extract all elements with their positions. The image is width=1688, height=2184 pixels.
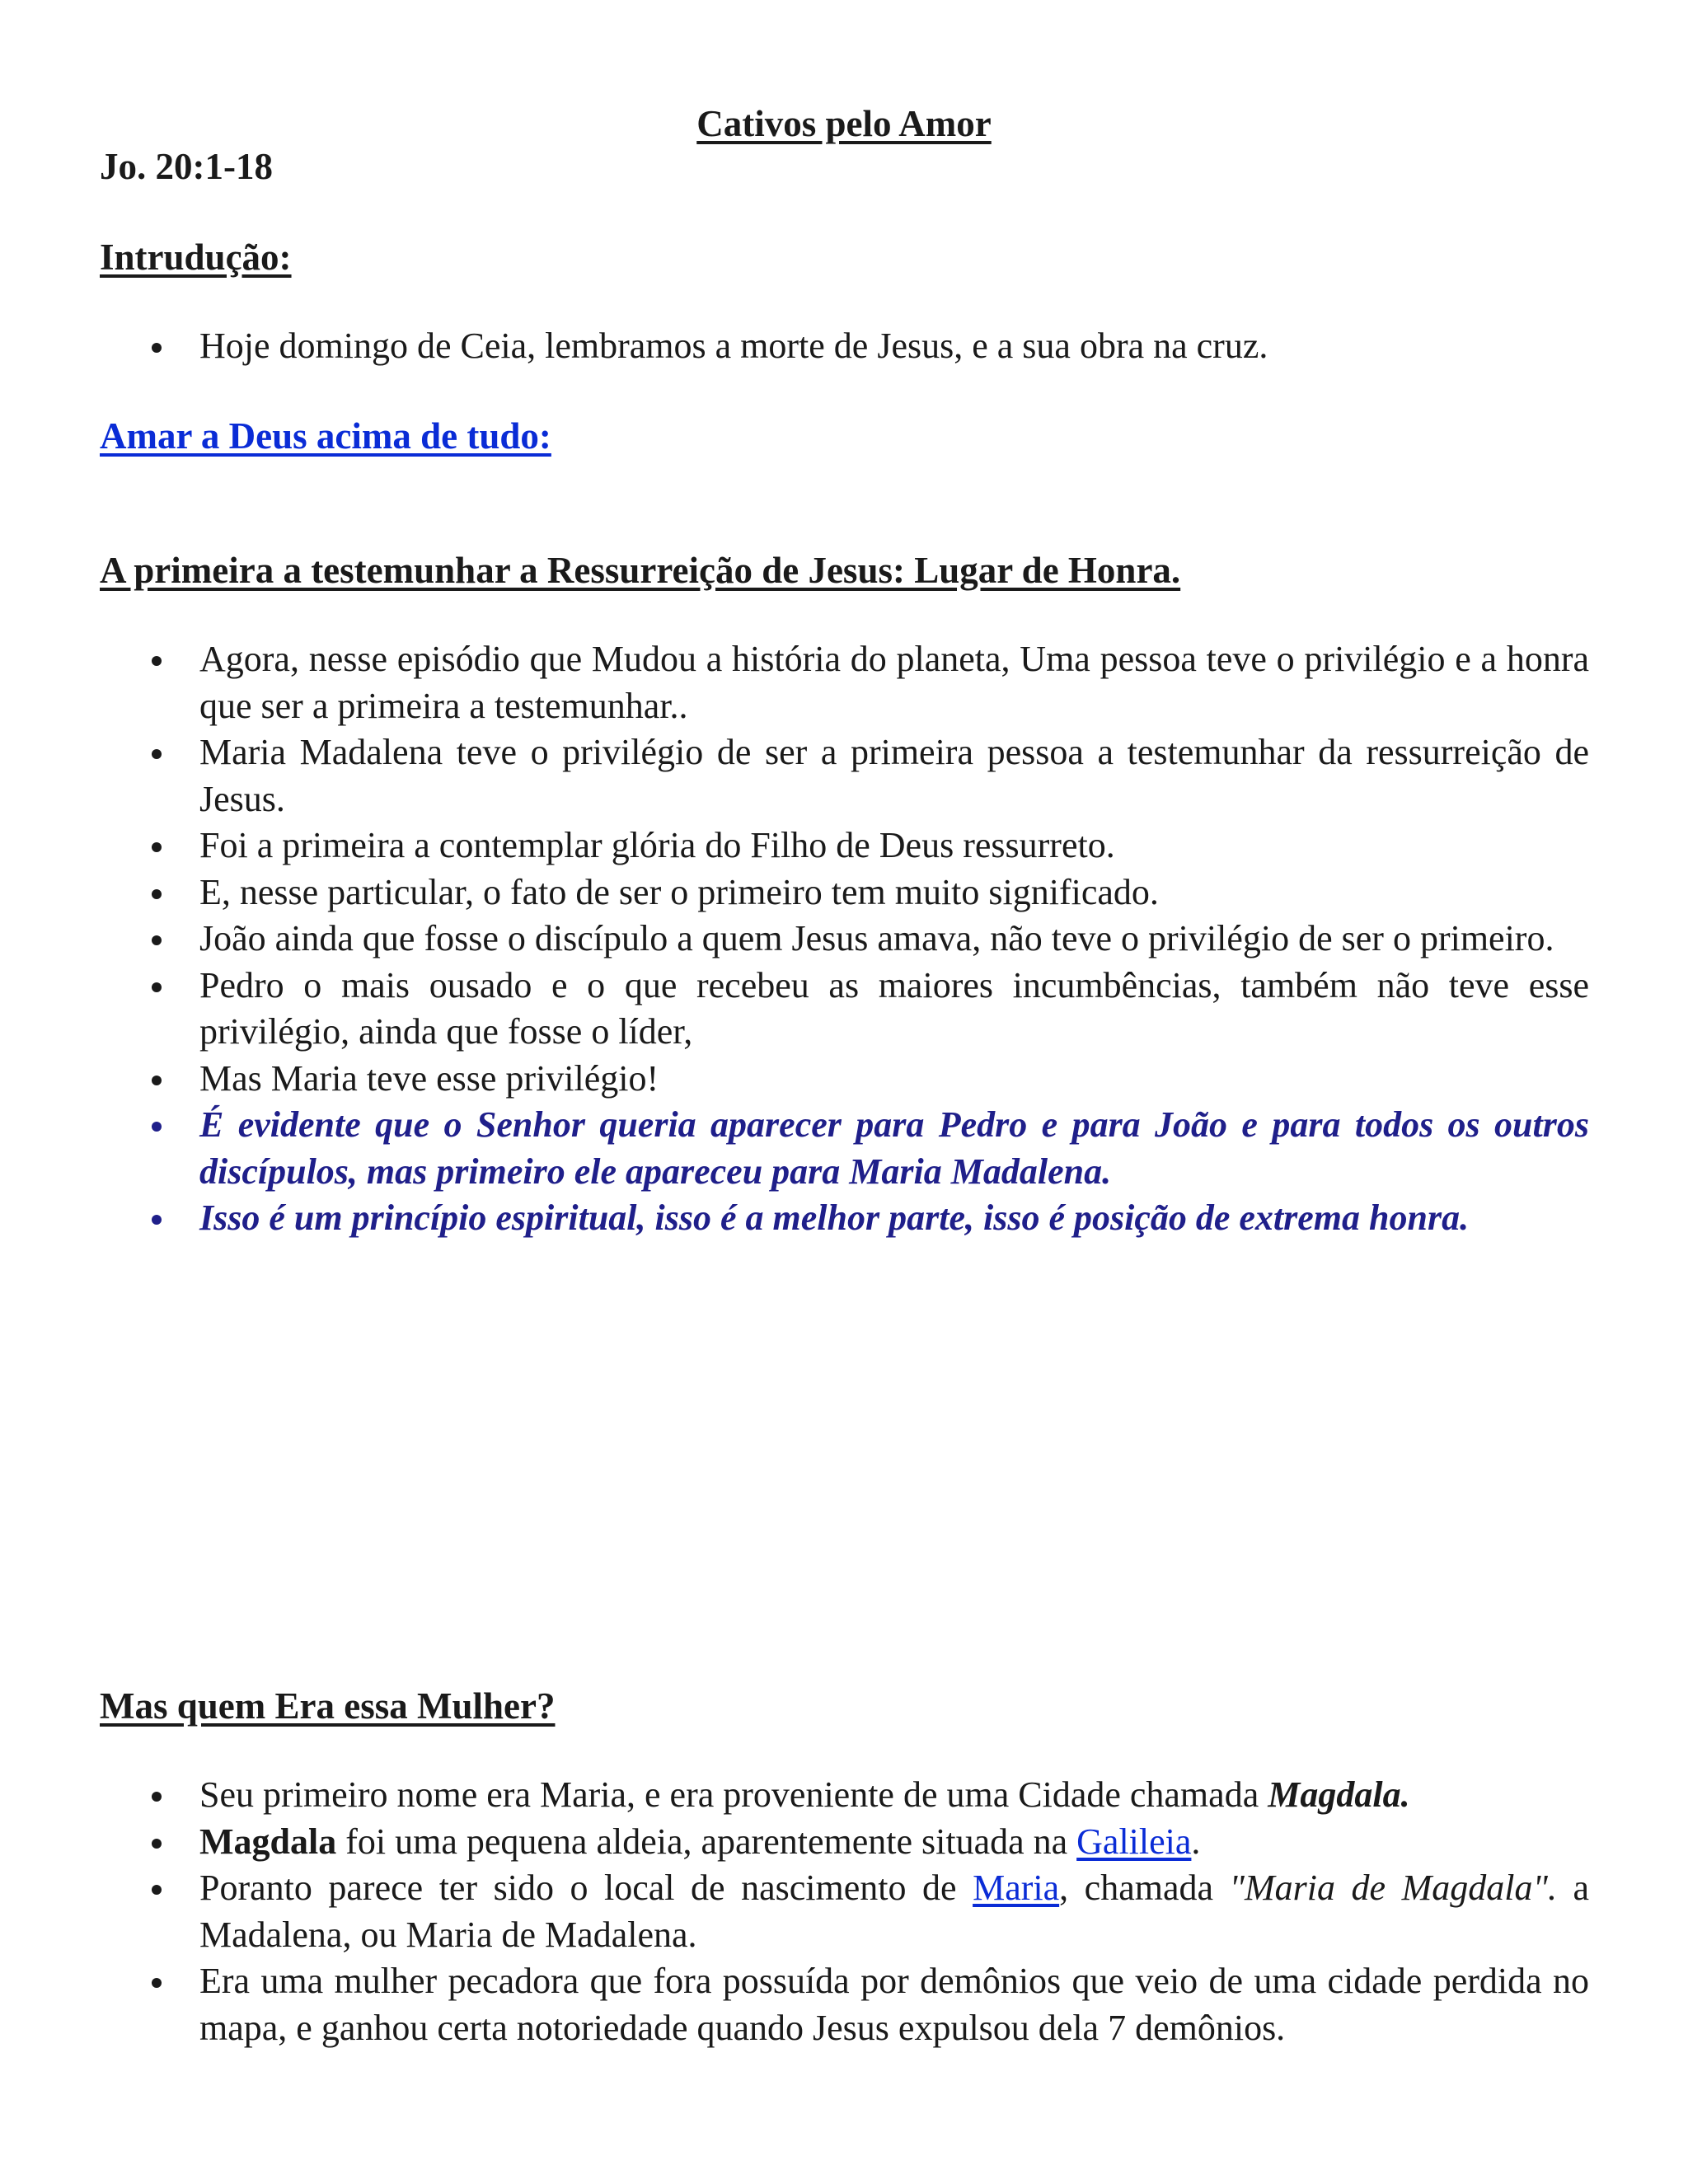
witness-heading: A primeira a testemunhar a Ressurreição de Jesus: Lugar de Honra. xyxy=(100,550,1181,591)
list-item: Mas Maria teve esse privilégio! xyxy=(100,1056,1589,1103)
bullet-icon xyxy=(152,935,162,945)
city-name: Magdala. xyxy=(1268,1774,1410,1815)
title-text: Cativos pelo Amor xyxy=(696,103,992,144)
bullet-icon xyxy=(152,1978,162,1988)
list-item: João ainda que fosse o discípulo a quem Jesus amava, não teve o privilégio de ser o primeiro. xyxy=(100,916,1589,963)
list-item: Hoje domingo de Ceia, lembramos a morte de Jesus, e a sua obra na cruz. xyxy=(100,323,1589,370)
witness-list xyxy=(100,636,1589,1242)
quoted-name: "Maria de Magdala". xyxy=(1229,1868,1557,1908)
bullet-icon xyxy=(152,1839,162,1849)
bullet-icon xyxy=(152,842,162,852)
bullet-icon xyxy=(152,343,162,353)
scripture-reference: Jo. 20:1-18 xyxy=(100,146,273,187)
list-item: Agora, nesse episódio que Mudou a história do planeta, Uma pessoa teve o privilégio e a honra que ser a primeira a testemunhar.. xyxy=(100,636,1589,729)
list-item: Foi a primeira a contemplar glória do Filho de Deus ressurreto. xyxy=(100,823,1589,869)
woman-list xyxy=(100,1772,1589,2051)
emphasis-list-item: É evidente que o Senhor queria aparecer para Pedro e para João e para todos os outros discípulos, mas primeiro ele apareceu para Maria Madalena. xyxy=(100,1102,1589,1195)
bullet-icon xyxy=(152,656,162,666)
bullet-icon xyxy=(152,982,162,992)
list-item: E, nesse particular, o fato de ser o primeiro tem muito significado. xyxy=(100,869,1589,916)
bullet-icon xyxy=(152,889,162,899)
bullet-icon xyxy=(152,1885,162,1895)
bullet-icon xyxy=(152,1792,162,1802)
list-item: Poranto parece ter sido o local de nascimento de Maria, chamada "Maria de Magdala". a Madalena, ou Maria de Madalena. xyxy=(100,1865,1589,1958)
list-item: Seu primeiro nome era Maria, e era proveniente de uma Cidade chamada Magdala. xyxy=(100,1772,1589,1819)
bullet-icon xyxy=(152,1215,162,1225)
bullet-icon xyxy=(152,1076,162,1085)
list-item: Era uma mulher pecadora que fora possuída por demônios que veio de uma cidade perdida no mapa, e ganhou certa notoriedade quando Jesus expulsou dela 7 demônios. xyxy=(100,1958,1589,2051)
woman-heading: Mas quem Era essa Mulher? xyxy=(100,1685,556,1727)
maria-link[interactable]: Maria xyxy=(973,1868,1060,1908)
intro-list xyxy=(100,323,1589,370)
list-item: Maria Madalena teve o privilégio de ser a primeira pessoa a testemunhar da ressurreição de Jesus. xyxy=(100,729,1589,823)
galileia-link[interactable]: Galileia xyxy=(1076,1821,1192,1862)
bullet-icon xyxy=(152,749,162,759)
intro-heading: Intrudução: xyxy=(100,237,292,278)
emphasis-list-item: Isso é um princípio espiritual, isso é a melhor parte, isso é posição de extrema honra. xyxy=(100,1195,1589,1242)
list-item: Magdala foi uma pequena aldeia, aparentemente situada na Galileia. xyxy=(100,1819,1589,1866)
list-item: Pedro o mais ousado e o que recebeu as maiores incumbências, também não teve esse privilégio, ainda que fosse o líder, xyxy=(100,963,1589,1056)
love-heading-link[interactable]: Amar a Deus acima de tudo: xyxy=(100,415,551,457)
bullet-icon xyxy=(152,1122,162,1132)
city-name: Magdala xyxy=(199,1821,337,1862)
